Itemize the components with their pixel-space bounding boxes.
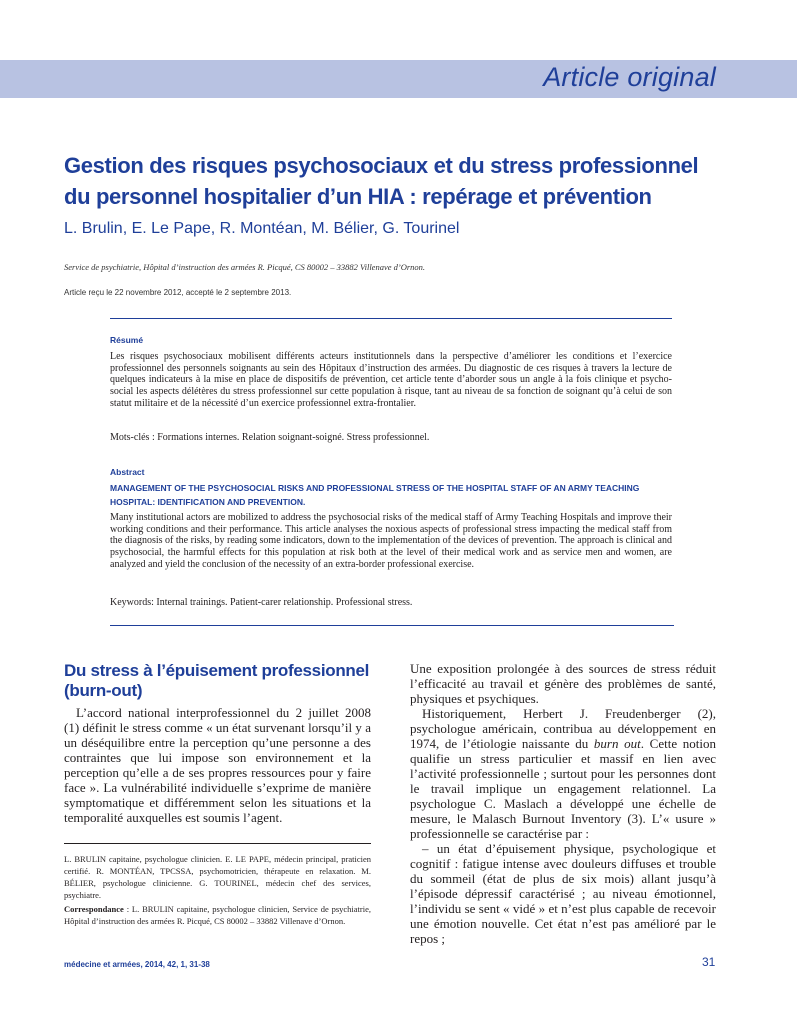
article-type-banner	[0, 60, 797, 98]
abstract-bottom-divider	[110, 625, 674, 626]
resume-text: Les risques psychosociaux mobilisent différents acteurs institutionnels dans la perspective d’améliorer les conditions et l’exercice professionnel des personnels soignants au sein des Hôpitaux d’instruction des armées. Du diagnostic de ces risques à travers la lecture de quelques indicateurs à la mise en place de dispositifs de prévention, cet article tente d’aborder sous un angle à la fois clinique et psycho-social les aspects délétères du stress professionnel sur cette population à risque, tant au niveau de sa fonction de soignant qu’à celui de son statut militaire et de la nécessité d’un exercice professionnel extra-frontalier.	[110, 351, 672, 409]
section-heading: Du stress à l’épuisement professionnel (burn-out)	[64, 661, 370, 700]
footnotes	[64, 853, 371, 927]
abstract-text: Many institutional actors are mobilized to address the psychosocial risks of the medical staff of Army Teaching Hospitals and improve their working conditions and their performance. This article analyses the noxious aspects of professional stress impacting the medical staff from the diagnosis of the risks, by reading some indicators, down to the implementation of the devices of prevention. The approach is clinical and psychosocial, the harmful effects for this population at risk both at the level of their medical work and as service men and women, are analyzed and yield the conclusion of the necessity of an extra-border professional exercise.	[110, 512, 672, 570]
authors-footnote: L. BRULIN capitaine, psychologue clinicien. E. LE PAPE, médecin principal, praticien certifié. R. MONTÉAN, TPCSSA, psychomotricien, thérapeute en relaxation. M. BÉLIER, psychologue clinicienne. G. TOURINEL, médecin chef des services, psychiatre.	[64, 854, 371, 900]
resume-keywords: Mots-clés : Formations internes. Relation soignant-soigné. Stress professionnel.	[110, 432, 430, 443]
abstract-keywords: Keywords: Internal trainings. Patient-carer relationship. Professional stress.	[110, 597, 413, 608]
article-title: Gestion des risques psychosociaux et du stress professionnel du personnel hospitalier d’un HIA : repérage et prévention	[64, 153, 699, 209]
article-authors: L. Brulin, E. Le Pape, R. Montéan, M. Bélier, G. Tourinel	[64, 220, 460, 237]
abstract-title: MANAGEMENT OF THE PSYCHOSOCIAL RISKS AND PROFESSIONAL STRESS OF THE HOSPITAL STAFF OF AN ARMY TEACHING HOSPITAL: IDENTIFICATION AND PREVENTION.	[110, 483, 640, 507]
body-paragraph: – un état d’épuisement physique, psychologique et cognitif : fatigue intense avec douleurs diffuses et trouble du sommeil (état de plus de six mois) allant jusqu’à l’épisode dépressif caractérisé ; au niveau émotionnel, l’individu se sent « vidé » et n’est plus capable de recevoir une émotion nouvelle. Cet état n’est pas amélioré par le repos ;	[410, 841, 716, 946]
body-paragraph: Une exposition prolongée à des sources de stress réduit l’efficacité au travail et génère des problèmes de santé, physiques et psychiques.	[410, 661, 716, 706]
paragraph-text: Historiquement, Herbert J. Freudenberger (2), psychologue américain, contribua au développement en 1974, de l’étiologie naissante du	[410, 706, 716, 751]
author-affiliation: Service de psychiatrie, Hôpital d’instruction des armées R. Picqué, CS 80002 – 33882 Villenave d’Ornon.	[64, 262, 426, 272]
correspondence-footnote	[64, 903, 371, 927]
abstract-top-divider	[110, 318, 672, 319]
journal-reference: médecine et armées, 2014, 42, 1, 31-38	[64, 960, 210, 969]
received-date: Article reçu le 22 novembre 2012, accepté le 2 septembre 2013.	[64, 288, 292, 297]
article-type-label: Article original	[543, 62, 716, 92]
right-column-body	[410, 661, 716, 946]
page-number: 31	[702, 955, 716, 969]
paragraph-text: . Cette notion qualifie un stress particulier et massif en lien avec l’activité professionnelle ; surtout pour les personnes dont le travail implique un engagement relationnel. La psychologue C. Maslach a développé une échelle de mesure, le Malasch Burnout Inventory (3). L’« usure » professionnelle se caractérise par :	[410, 736, 716, 841]
resume-label: Résumé	[110, 335, 144, 345]
paragraph-emphasis: burn out	[593, 736, 641, 751]
body-paragraph: L’accord national interprofessionnel du 2 juillet 2008 (1) définit le stress comme « un état survenant lorsqu’il y a un déséquilibre entre la perception qu’une personne a des contraintes que lui impose son environnement et la perception qu’elle a de ses propres ressources pour y faire face ». La vulnérabilité individuelle s’exprime de manière symptomatique et différemment selon les situations et la temporalité auxquelles est soumis l’agent.	[64, 705, 371, 825]
left-column-body	[64, 705, 371, 825]
body-paragraph	[410, 706, 716, 841]
correspondence-label: Correspondance	[64, 904, 124, 914]
correspondence-text: : L. BRULIN capitaine, psychologue clinicien, Service de psychiatrie, Hôpital d’instruction des armées R. Picqué, CS 80002 – 33882 Villenave d’Ornon.	[64, 904, 371, 926]
footnote-divider	[64, 843, 371, 844]
abstract-label: Abstract	[110, 467, 145, 477]
